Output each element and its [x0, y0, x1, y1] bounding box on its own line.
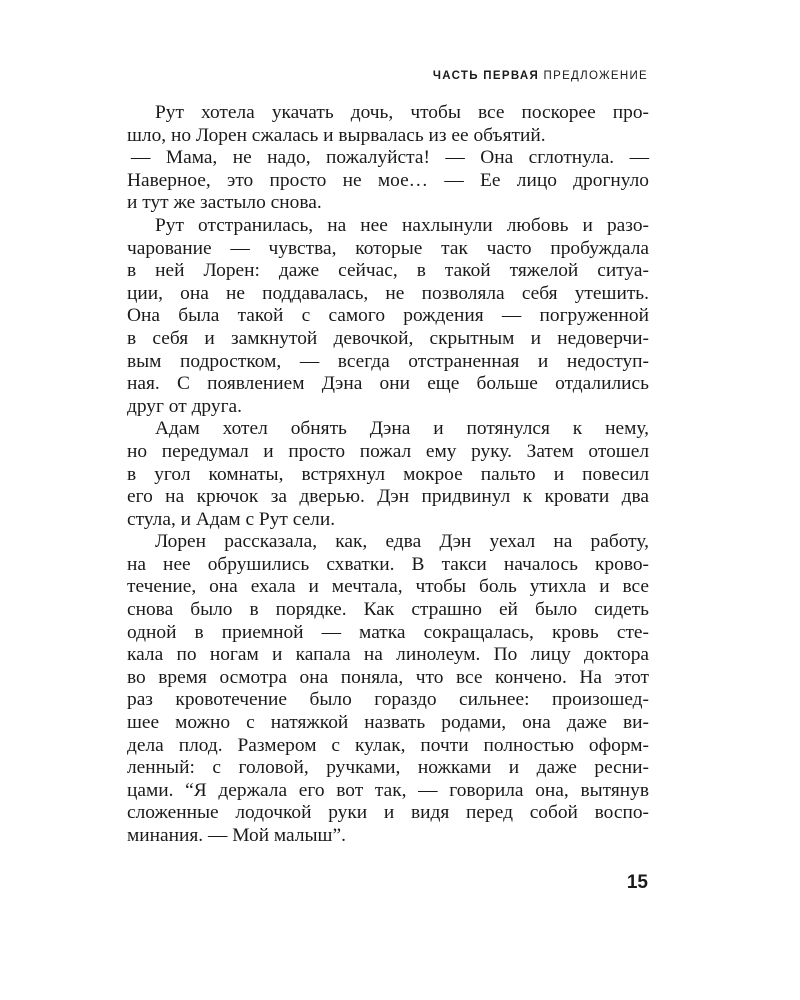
text-line: но передумал и просто пожал ему руку. Затем отошел: [127, 440, 649, 462]
text-line: дела плод. Размером с кулак, почти полностью оформ-: [127, 734, 649, 756]
text-line: в ней Лорен: даже сейчас, в такой тяжелой ситуа-: [127, 260, 649, 282]
text-line: ции, она не поддавалась, не позволяла себя утешить.: [127, 282, 649, 304]
text-line: стула, и Адам с Рут сели.: [127, 508, 336, 530]
page-number: 15: [626, 872, 648, 893]
text-line: кала по ногам и капала на линолеум. По лицу доктора: [127, 644, 649, 666]
text-line: на нее обрушились схватки. В такси началось крово-: [127, 553, 649, 575]
text-line: цами. “Я держала его вот так, — говорила она, вытянув: [127, 779, 649, 801]
body-text: [127, 102, 649, 848]
text-line: шло, но Лорен сжалась и вырвалась из ее объятий.: [127, 124, 546, 146]
text-line: в себя и замкнутой девочкой, скрытным и недоверчи-: [127, 327, 649, 349]
text-line: Лорен рассказала, как, едва Дэн уехал на работу,: [155, 531, 649, 553]
text-line: шее можно с натяжкой назвать родами, она даже ви-: [127, 712, 649, 734]
text-line: в угол комнаты, встряхнул мокрое пальто и повесил: [127, 463, 649, 485]
text-line: минания. — Мой малыш”.: [127, 825, 346, 846]
text-line: ная. С появлением Дэна они еще больше отдалились: [127, 373, 649, 395]
text-line: и тут же застыло снова.: [127, 192, 322, 214]
text-line: его на крючок за дверью. Дэн придвинул к кровати два: [127, 486, 649, 508]
text-line: снова было в порядке. Как страшно ей было сидеть: [127, 599, 649, 621]
text-line: друг от друга.: [127, 395, 242, 417]
text-line: вым подростком, — всегда отстраненная и недоступ-: [127, 350, 649, 372]
running-header-chapter: ПРЕДЛОЖЕНИЕ: [543, 70, 648, 82]
text-line: Наверное, это просто не мое… — Ее лицо дрогнуло: [127, 169, 649, 191]
text-line: во время осмотра она поняла, что все кончено. На этот: [127, 666, 649, 688]
text-line: течение, она ехала и мечтала, чтобы боль утихла и все: [127, 576, 649, 598]
running-header: [433, 70, 648, 82]
text-line: раз кровотечение было гораздо сильнее: произошед-: [127, 689, 649, 711]
text-line: Она была такой с самого рождения — погруженной: [127, 305, 649, 327]
text-line: одной в приемной — матка сокращалась, кровь сте-: [127, 621, 649, 643]
text-line: ленный: с головой, ручками, ножками и даже ресни-: [127, 757, 649, 779]
text-line: — Мама, не надо, пожалуйста! — Она сглотнула. —: [131, 147, 649, 169]
running-header-part: ЧАСТЬ ПЕРВАЯ: [432, 70, 540, 82]
text-line: Адам хотел обнять Дэна и потянулся к нему,: [155, 418, 649, 440]
text-line: сложенные лодочкой руки и видя перед собой воспо-: [127, 802, 649, 824]
text-line: Рут хотела укачать дочь, чтобы все поскорее про-: [155, 102, 649, 123]
text-line: Рут отстранилась, на нее нахлынули любовь и разо-: [155, 214, 649, 236]
text-line: чарование — чувства, которые так часто пробуждала: [127, 237, 649, 259]
